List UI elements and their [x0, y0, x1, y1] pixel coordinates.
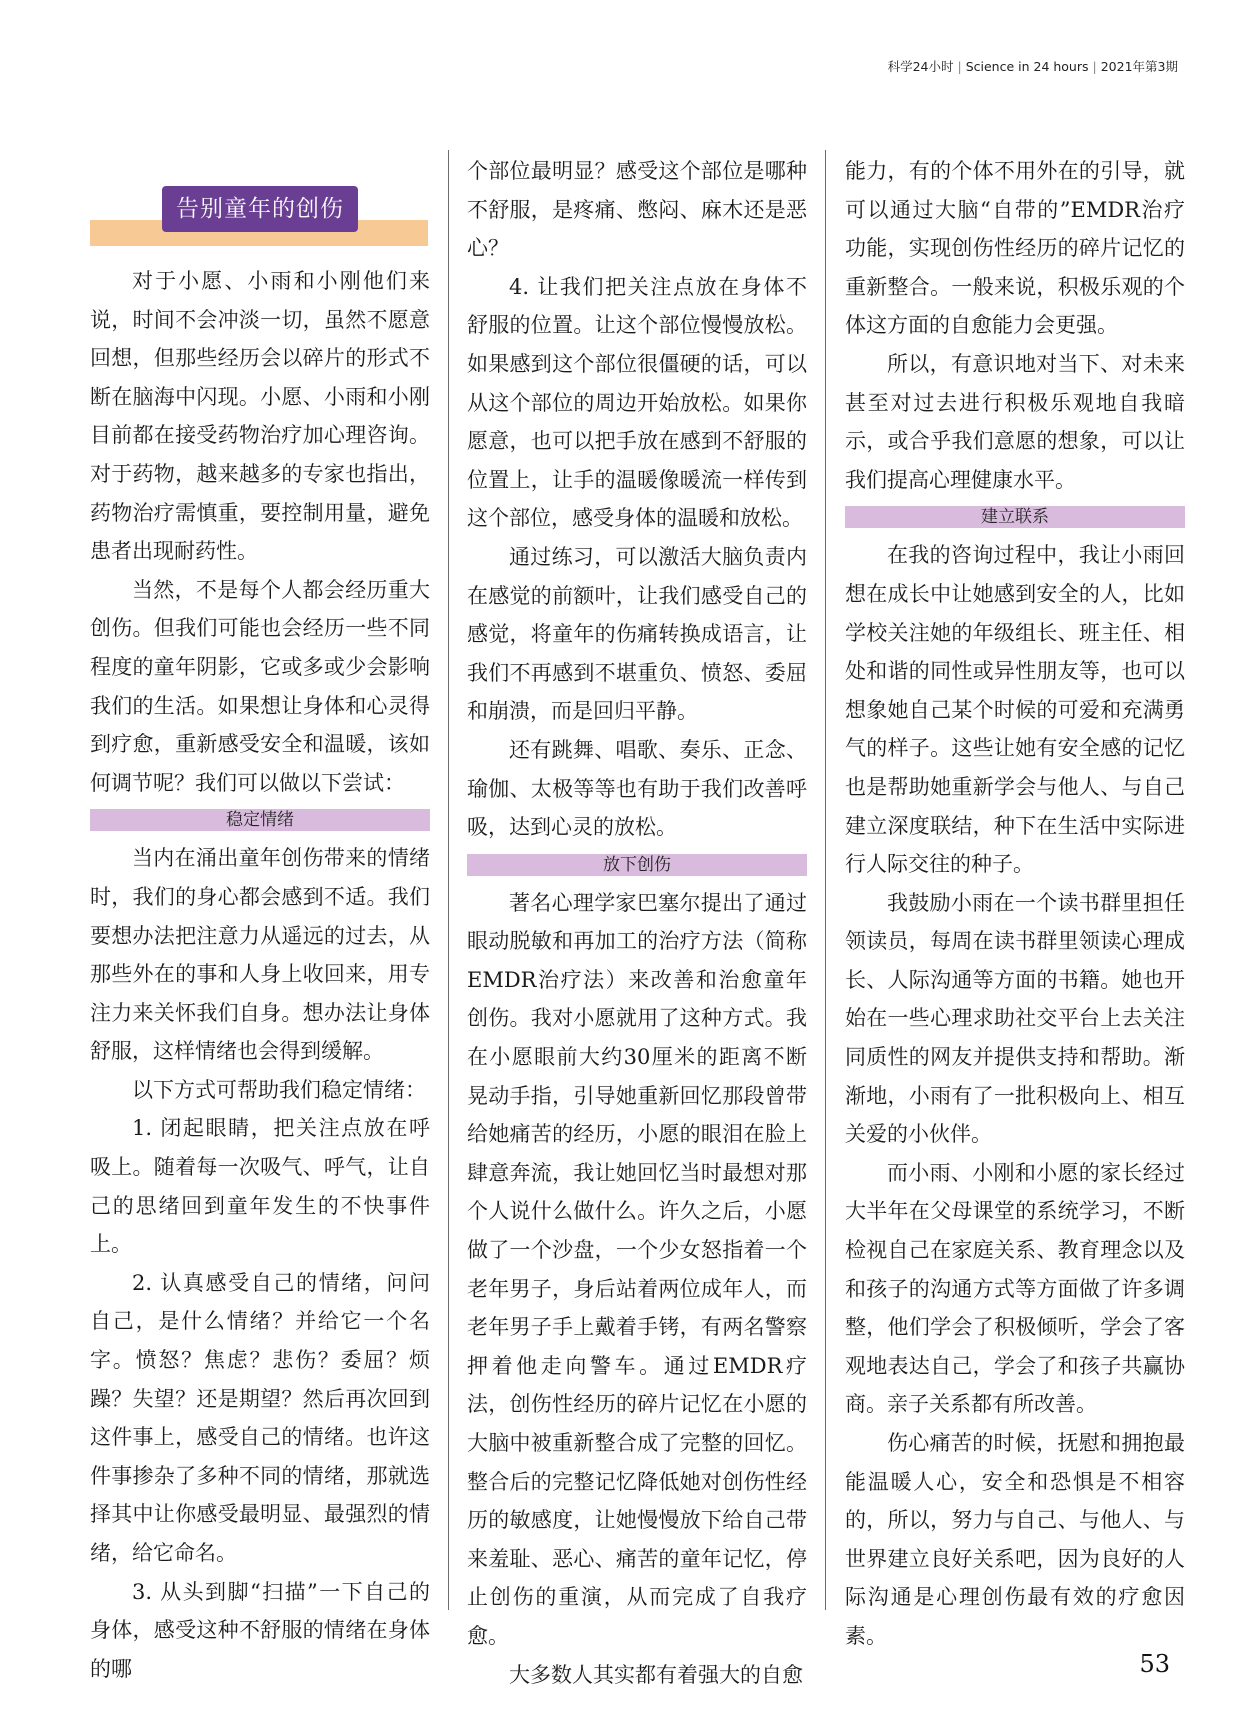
paragraph: 我鼓励小雨在一个读书群里担任领读员，每周在读书群里领读心理成长、人际沟通等方面的书籍。她也开始在一些心理求助社交平台上去关注同质性的网友并提供支持和帮助。渐渐地，小雨有了一批积极向上、相互关爱的小伙伴。	[845, 890, 1185, 1147]
column-1	[90, 262, 430, 1688]
paragraph: 以下方式可帮助我们稳定情绪：	[132, 1077, 426, 1102]
section-heading-let-go: 放下创伤	[467, 854, 807, 876]
article-title: 告别童年的创伤	[162, 186, 358, 232]
paragraph: 还有跳舞、唱歌、奏乐、正念、瑜伽、太极等等也有助于我们改善呼吸，达到心灵的放松。	[467, 737, 807, 840]
paragraph: 1. 闭起眼睛，把关注点放在呼吸上。随着每一次吸气、呼气，让自己的思绪回到童年发生的不快事件上。	[90, 1116, 430, 1257]
section-heading-connect: 建立联系	[845, 506, 1185, 528]
paragraph-continued: 能力，有的个体不用外在的引导，就可以通过大脑“自带的”EMDR治疗功能，实现创伤性经历的碎片记忆的重新整合。一般来说，积极乐观的个体这方面的自愈能力会更强。	[845, 159, 1185, 338]
paragraph: 4. 让我们把关注点放在身体不舒服的位置。让这个部位慢慢放松。如果感到这个部位很僵硬的话，可以从这个部位的周边开始放松。如果你愿意，也可以把手放在感到不舒服的位置上，让手的温暖像暖流一样传到这个部位，感受身体的温暖和放松。	[467, 274, 807, 531]
paragraph: 著名心理学家巴塞尔提出了通过眼动脱敏和再加工的治疗方法（简称EMDR治疗法）来改善和治愈童年创伤。我对小愿就用了这种方式。我在小愿眼前大约30厘米的距离不断晃动手指，引导她重新回忆那段曾带给她痛苦的经历，小愿的眼泪在脸上肆意奔流，我让她回忆当时最想对那个人说什么做什么。许久之后，小愿做了一个沙盘，一个少女怒指着一个老年男子，身后站着两位成年人，而老年男子手上戴着手铐，有两名警察押着他走向警车。通过EMDR疗法，创伤性经历的碎片记忆在小愿的大脑中被重新整合成了完整的回忆。整合后的完整记忆降低她对创伤性经历的敏感度，让她慢慢放下给自己带来羞耻、恶心、痛苦的童年记忆，停止创伤的重演，从而完成了自我疗愈。	[467, 890, 807, 1648]
running-header	[888, 57, 1178, 75]
magazine-name: 科学24小时	[887, 59, 954, 74]
column-3	[845, 152, 1185, 1656]
paragraph: 所以，有意识地对当下、对未来甚至对过去进行积极乐观地自我暗示，或合乎我们意愿的想象，可以让我们提高心理健康水平。	[845, 351, 1185, 492]
paragraph: 对于小愿、小雨和小刚他们来说，时间不会冲淡一切，虽然不愿意回想，但那些经历会以碎片的形式不断在脑海中闪现。小愿、小雨和小刚目前都在接受药物治疗加心理咨询。对于药物，越来越多的专家也指出，药物治疗需慎重，要控制用量，避免患者出现耐药性。	[90, 269, 430, 564]
header-separator: |	[1092, 59, 1097, 74]
issue-number: 2021年第3期	[1100, 59, 1178, 74]
column-divider	[448, 150, 449, 1610]
column-2	[467, 152, 807, 1694]
page-number: 53	[1139, 1650, 1170, 1678]
paragraph: 而小雨、小刚和小愿的家长经过大半年在父母课堂的系统学习，不断检视自己在家庭关系、教育理念以及和孩子的沟通方式等方面做了许多调整，他们学会了积极倾听，学会了客观地表达自己，学会了和孩子共赢协商。亲子关系都有所改善。	[845, 1160, 1185, 1417]
column-divider	[825, 150, 826, 1610]
paragraph-continued: 个部位最明显？感受这个部位是哪种不舒服，是疼痛、憋闷、麻木还是恶心？	[467, 159, 807, 261]
paragraph: 伤心痛苦的时候，抚慰和拥抱最能温暖人心，安全和恐惧是不相容的，所以，努力与自己、与他人、与世界建立良好关系吧，因为良好的人际沟通是心理创伤最有效的疗愈因素。	[845, 1431, 1185, 1648]
section-heading-stabilize: 稳定情绪	[90, 809, 430, 831]
paragraph: 通过练习，可以激活大脑负责内在感觉的前额叶，让我们感受自己的感觉，将童年的伤痛转换成语言，让我们不再感到不堪重负、愤怒、委屈和崩溃，而是回归平静。	[467, 544, 807, 724]
article-title-block	[90, 186, 428, 246]
paragraph: 大多数人其实都有着强大的自愈	[509, 1662, 803, 1687]
magazine-english-title: Science in 24 hours	[965, 59, 1089, 74]
paragraph: 当然，不是每个人都会经历重大创伤。但我们可能也会经历一些不同程度的童年阴影，它或多或少会影响我们的生活。如果想让身体和心灵得到疗愈，重新感受安全和温暖，该如何调节呢？我们可以做以下尝试：	[90, 577, 430, 795]
paragraph: 2. 认真感受自己的情绪，问问自己，是什么情绪？并给它一个名字。愤怒？焦虑？悲伤？委屈？烦躁？失望？还是期望？然后再次回到这件事上，感受自己的情绪。也许这件事掺杂了多种不同的情绪，那就选择其中让你感受最明显、最强烈的情绪，给它命名。	[90, 1270, 430, 1565]
paragraph: 当内在涌出童年创伤带来的情绪时，我们的身心都会感到不适。我们要想办法把注意力从遥远的过去，从那些外在的事和人身上收回来，用专注力来关怀我们自身。想办法让身体舒服，这样情绪也会得到缓解。	[90, 846, 430, 1064]
header-separator: |	[957, 59, 962, 74]
paragraph: 在我的咨询过程中，我让小雨回想在成长中让她感到安全的人，比如学校关注她的年级组长、班主任、相处和谐的同性或异性朋友等，也可以想象她自己某个时候的可爱和充满勇气的样子。这些让她有安全感的记忆也是帮助她重新学会与他人、与自己建立深度联结，种下在生活中实际进行人际交往的种子。	[845, 543, 1185, 877]
paragraph: 3. 从头到脚“扫描”一下自己的身体，感受这种不舒服的情绪在身体的哪	[90, 1579, 430, 1681]
